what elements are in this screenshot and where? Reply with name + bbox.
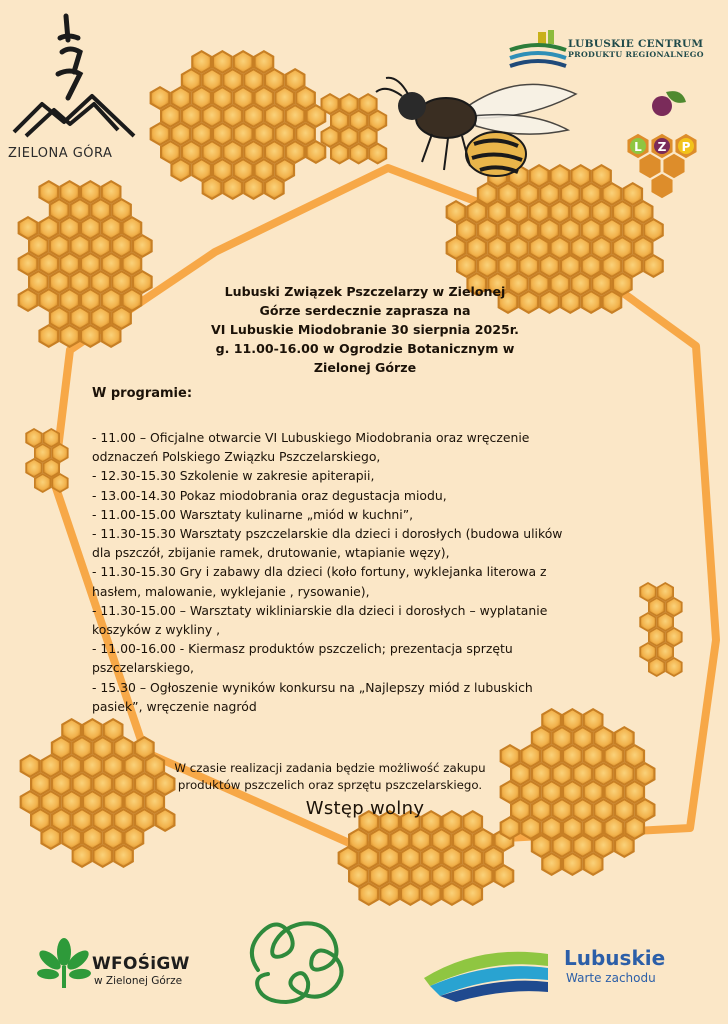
program-line: - 11.00-15.00 Warsztaty kulinarne „miód w kuchni”,	[92, 506, 414, 522]
purchase-notice	[150, 760, 510, 794]
program-line: - 11.00-16.00 - Kiermasz produktów pszczelich; prezentacja sprzętu	[92, 641, 513, 657]
lzp-cell	[651, 173, 674, 199]
notice-line: produktów pszczelich oraz sprzętu pszczelarskiego.	[177, 778, 483, 792]
program-line: odznaczeń Polskiego Związku Pszczelarskiego,	[92, 449, 381, 465]
honeycomb-cluster	[150, 50, 327, 200]
lubuskie-title: Lubuskie	[564, 946, 666, 970]
lzp-letter-z: Z	[657, 140, 667, 154]
program-line: pasiek”, wręczenie nagród	[92, 698, 257, 714]
program-line: - 11.30-15.00 – Warsztaty wikliniarskie dla dzieci i dorosłych – wyplatanie	[92, 602, 548, 618]
heading-line: VI Lubuskie Miodobranie 30 sierpnia 2025r.	[211, 322, 519, 337]
lzp-letter-p: P	[681, 140, 691, 154]
wfosigw-title: WFOŚiGW	[92, 954, 190, 974]
program-line: dla pszczół, zbijanie ramek, drutowanie, wtapianie węzy),	[92, 545, 450, 561]
honeycomb-cluster	[338, 810, 515, 906]
lzp-letter-l: L	[634, 140, 642, 154]
program-line: - 13.00-14.30 Pokaz miodobrania oraz degustacja miodu,	[92, 487, 447, 503]
program-line: - 15.30 – Ogłoszenie wyników konkursu na „Najlepszy miód z lubuskich	[92, 679, 533, 695]
program-line: koszyków z wykliny ,	[92, 622, 221, 638]
heading-line: Górze serdecznie zaprasza na	[259, 303, 471, 318]
lcp-line1: LUBUSKIE CENTRUM	[568, 38, 704, 50]
notice-line: W czasie realizacji zadania będzie możliwość zakupu	[174, 761, 486, 775]
bee-illustration	[372, 66, 582, 196]
chestnut-leaf-icon	[36, 936, 92, 992]
lcp-logo-text	[568, 38, 704, 59]
invitation-heading	[170, 282, 560, 377]
free-entry-text: Wstęp wolny	[305, 798, 425, 819]
lzp-logo	[612, 88, 708, 204]
program-line: hasłem, malowanie, wyklejanie , rysowanie),	[92, 583, 370, 599]
zielona-gora-logo-text: ZIELONA GÓRA	[8, 146, 113, 161]
program-list	[92, 428, 652, 716]
program-line: - 11.30-15.30 Warsztaty pszczelarskie dla dzieci i dorosłych (budowa ulików	[92, 526, 563, 542]
program-title: W programie:	[92, 386, 193, 401]
program-line: - 12.30-15.30 Szkolenie w zakresie apiterapii,	[92, 468, 375, 484]
green-squiggle-logo-icon	[238, 910, 358, 1010]
program-line: - 11.00 – Oficjalne otwarcie VI Lubuskiego Miodobrania oraz wręczenie	[92, 430, 530, 445]
lcp-line2: PRODUKTU REGIONALNEGO	[568, 50, 704, 59]
program-line: pszczelarskiego,	[92, 660, 194, 676]
program-line: - 11.30-15.30 Gry i zabawy dla dzieci (koło fortuny, wyklejanka literowa z	[92, 564, 547, 580]
heading-line: g. 11.00-16.00 w Ogrodzie Botanicznym w	[215, 341, 515, 356]
heading-line: Lubuski Związek Pszczelarzy w Zielonej	[224, 284, 506, 299]
honeycomb-cluster	[500, 708, 656, 876]
lubuskie-subtitle: Warte zachodu	[566, 971, 656, 985]
heading-line: Zielonej Górze	[313, 360, 417, 375]
honeycomb-cluster	[18, 180, 153, 348]
wfosigw-subtitle: w Zielonej Górze	[94, 975, 183, 987]
lubuskie-wave-icon	[420, 938, 552, 1004]
